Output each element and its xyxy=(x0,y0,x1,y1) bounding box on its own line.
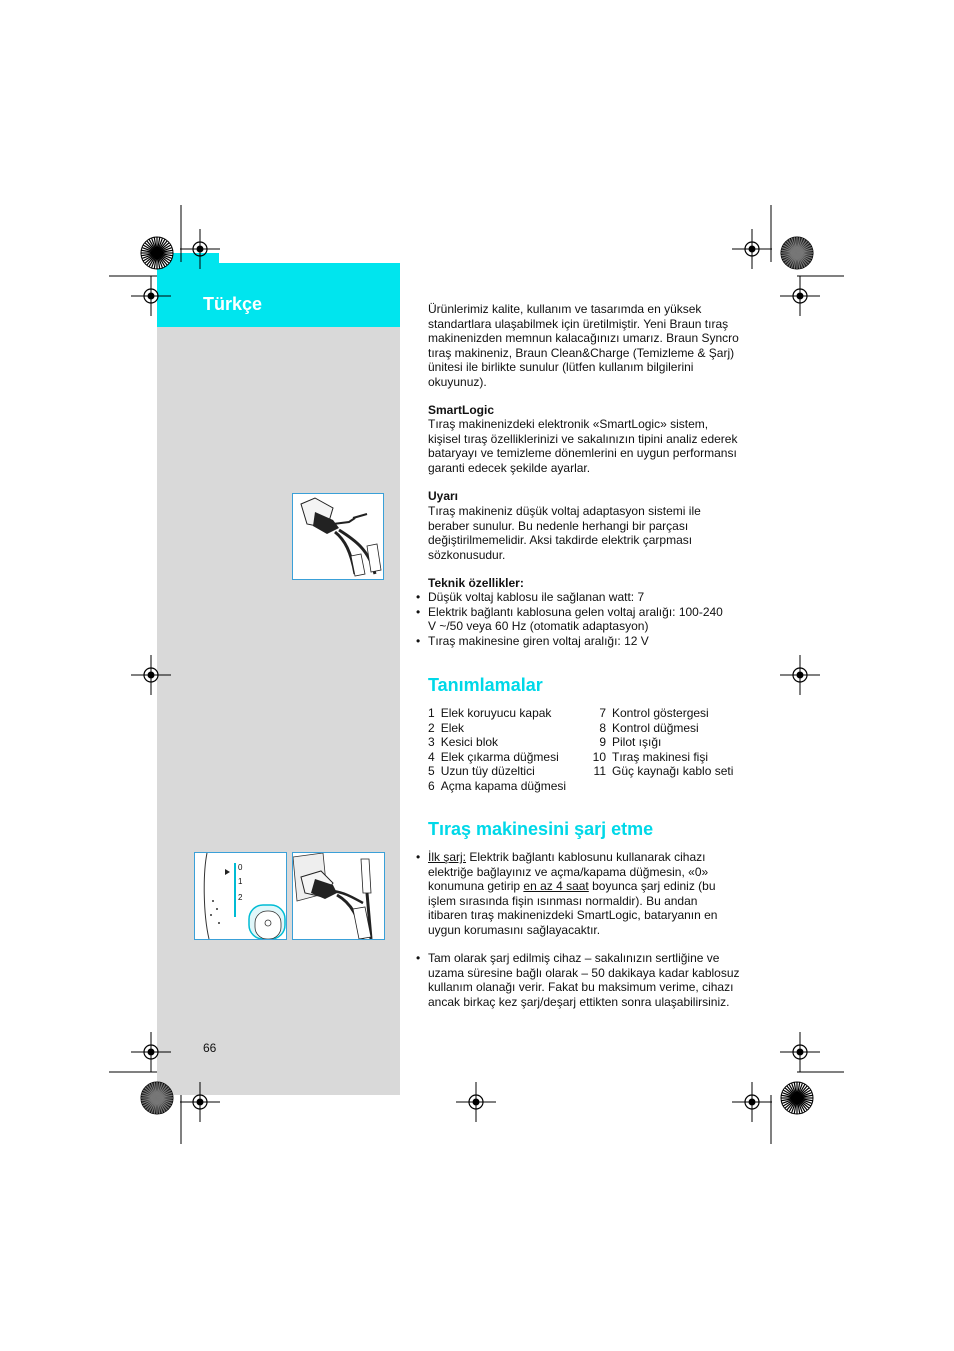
color-bar-mark xyxy=(141,237,173,269)
page-number: 66 xyxy=(203,1041,217,1055)
part-number: 6 xyxy=(428,778,435,793)
smartlogic-heading: SmartLogic xyxy=(428,403,495,417)
specs-item: • Tıraş makinesine giren voltaj aralığı: 12 V xyxy=(428,634,728,649)
part-number: 10 xyxy=(592,749,606,764)
crosshair-mark xyxy=(780,276,820,316)
part-label: Tıraş makinesi fişi xyxy=(612,749,709,764)
part-label: Açma kapama düğmesi xyxy=(440,778,567,793)
intro-paragraph: Ürünlerimiz kalite, kullanım ve tasarımda en yüksek standartlara ulaşabilmek için üretilmiştir. Yeni Braun tıraş makinenizden memnun kalacağınızı umarız. Braun Syncro tıraş makineniz, Braun Clean&Charge (Temizleme & Şarj) ünitesi ile birlikte sunulur (lütfen kullanım bilgilerini okuyunuz). xyxy=(428,302,739,389)
part-label: Elek koruyucu kapak xyxy=(440,706,552,720)
warning-text: Tıraş makineniz düşük voltaj adaptasyon sistemi ile beraber sunulur. Bu nedenle herhangi bir parçası değiştirilmemelidir. Aksi takdirde elektrik çarpması sözkonusudur. xyxy=(428,504,701,562)
part-number: 3 xyxy=(428,735,435,749)
part-number: 2 xyxy=(428,720,435,735)
descriptions-title: Tanımlamalar xyxy=(428,675,543,695)
charging-full: • Tam olarak şarj edilmiş cihaz – sakalınızın sertliğine ve uzama süresine bağlı olarak – 50 dakikaya kadar kablosuz kullanım olanağı verir. Fakat bu maksimum verime, cihazı ancak birkaç kez şarj/deşarj ettikten sonra ulaşabilirsiniz. xyxy=(428,951,748,1009)
part-number: 4 xyxy=(428,749,435,764)
specs-item: • Düşük voltaj kablosu ile sağlanan watt: 7 xyxy=(428,590,728,605)
part-number: 7 xyxy=(599,706,606,720)
switch-label-2: 2 xyxy=(238,893,243,902)
charging-title: Tıraş makinesini şarj etme xyxy=(428,819,654,839)
crosshair-mark xyxy=(131,655,171,695)
part-label: Kesici blok xyxy=(440,735,499,749)
first-charge-duration: en az 4 saat xyxy=(523,879,589,893)
crosshair-mark xyxy=(732,1082,772,1122)
specs-item: • Elektrik bağlantı kablosuna gelen voltaj aralığı: 100-240 V ~/50 veya 60 Hz (otomatik adaptasyon) xyxy=(428,605,728,634)
first-charge-text-a: Elektrik bağlantı kablosunu kullanarak cihazı elektriğe bağlayınız ve açma/kapama düğmesin, «0» konumuna getirip xyxy=(428,850,709,893)
part-label: Güç kaynağı kablo seti xyxy=(612,764,734,778)
crosshair-mark xyxy=(131,276,171,316)
part-label: Elek xyxy=(440,720,465,735)
crosshair-mark xyxy=(456,1082,496,1122)
part-number: 9 xyxy=(599,735,606,749)
color-bar-mark xyxy=(781,1082,813,1114)
part-label: Elek çıkarma düğmesi xyxy=(440,749,559,764)
first-charge-text-b: boyunca şarj ediniz (bu işlem sırasında fişin ısınması normaldir). Bu andan itibaren tıraş makinenizdeki SmartLogic, bataryanın en uygun korumasını sağlayacaktır. xyxy=(428,879,718,937)
part-label: Pilot ışığı xyxy=(612,735,662,749)
first-charge-label: İlk şarj: xyxy=(428,850,467,864)
switch-label-1: 1 xyxy=(238,877,243,886)
crosshair-mark xyxy=(131,1032,171,1072)
crosshair-mark xyxy=(780,1032,820,1072)
language-title: Türkçe xyxy=(203,294,263,314)
crosshair-mark xyxy=(780,655,820,695)
color-bar-mark xyxy=(781,237,813,269)
part-label: Kontrol göstergesi xyxy=(612,706,709,720)
specs-heading: Teknik özellikler: xyxy=(428,576,524,590)
smartlogic-text: Tıraş makinenizdeki elektronik «SmartLogic» sistem, kişisel tıraş özelliklerinizi ve sakalınızın tipini analiz ederek bataryayı ve temizleme dönemlerini en uygun performansı garanti edecek şekilde ayarlar. xyxy=(428,417,738,475)
crosshair-mark xyxy=(180,229,220,269)
part-number: 8 xyxy=(599,720,606,735)
part-number: 11 xyxy=(593,764,606,778)
part-label: Uzun tüy düzeltici xyxy=(440,764,535,778)
color-bar-mark xyxy=(141,1082,173,1114)
part-number: 1 xyxy=(428,706,435,720)
crosshair-mark xyxy=(732,229,772,269)
part-number: 5 xyxy=(428,764,435,778)
part-label: Kontrol düğmesi xyxy=(612,720,699,735)
warning-heading: Uyarı xyxy=(428,489,459,503)
crosshair-mark xyxy=(180,1082,220,1122)
switch-label-0: 0 xyxy=(238,863,243,872)
